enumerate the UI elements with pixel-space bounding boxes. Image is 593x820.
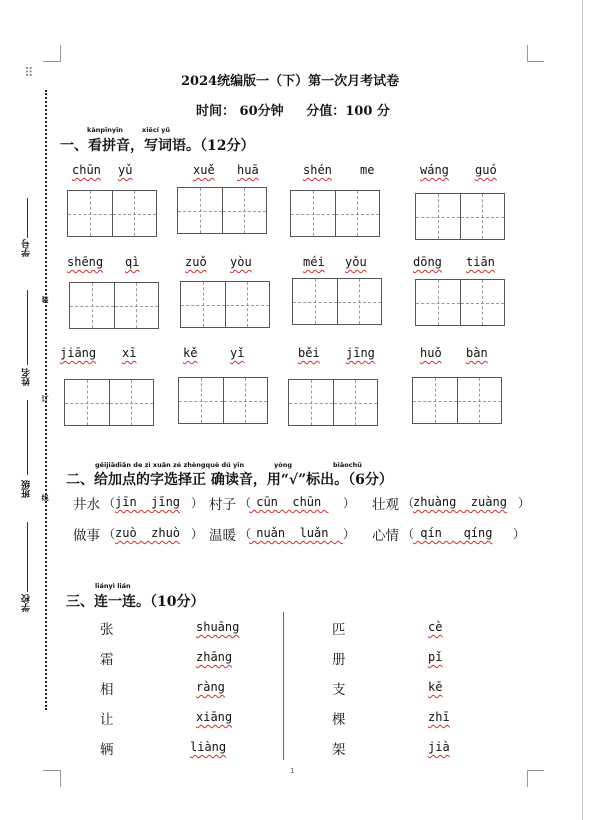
match-divider bbox=[283, 612, 284, 760]
writing-grid[interactable] bbox=[67, 190, 157, 237]
match-right-pinyin[interactable]: pǐ bbox=[428, 650, 443, 664]
match-right-char[interactable]: 架 bbox=[332, 742, 346, 758]
match-left-pinyin[interactable]: liàng bbox=[190, 740, 227, 754]
paren-close: ） bbox=[513, 527, 526, 541]
crop-mark-br-v bbox=[527, 770, 528, 787]
pinyin-guo: guó bbox=[475, 163, 497, 177]
pinyin-zuo: zuǒ bbox=[185, 255, 207, 269]
match-right-char[interactable]: 匹 bbox=[332, 622, 346, 638]
writing-grid[interactable] bbox=[64, 379, 154, 426]
section2-ruby-3: biāochū bbox=[333, 461, 362, 469]
move-handle-icon[interactable]: ⠿ bbox=[24, 66, 33, 81]
match-left-char[interactable]: 让 bbox=[100, 712, 114, 728]
section2-heading: 二、给加点的字选择正 确读音，用“√”标出。（6分） bbox=[66, 472, 393, 488]
pinyin-ban: bàn bbox=[466, 346, 488, 360]
pinyin-yi: yǐ bbox=[230, 346, 245, 360]
match-left-char[interactable]: 张 bbox=[100, 622, 114, 638]
writing-grid[interactable] bbox=[290, 190, 380, 237]
page-number: 1 bbox=[290, 767, 295, 775]
pinyin-qi: qì bbox=[125, 255, 140, 269]
crop-mark-tr-v bbox=[527, 45, 528, 62]
section3-heading: 三、连一连。（10分） bbox=[66, 594, 205, 610]
side-label-class: 班级 bbox=[22, 480, 32, 498]
writing-grid[interactable] bbox=[69, 282, 159, 329]
match-left-char[interactable]: 辆 bbox=[100, 742, 114, 758]
side-label-name: 姓名 bbox=[22, 368, 32, 386]
pinyin-dong: dōng bbox=[413, 255, 442, 269]
match-right-pinyin[interactable]: jià bbox=[428, 740, 450, 754]
section1-ruby-2: xiěcí yǔ bbox=[142, 126, 171, 134]
word-jingshui: 井水 bbox=[73, 497, 100, 513]
pinyin-hua: huā bbox=[237, 163, 259, 177]
exam-subtitle: 时间： 60分钟 分值：100 分 bbox=[196, 104, 390, 119]
crop-mark-bl-v bbox=[60, 770, 61, 787]
writing-grid[interactable] bbox=[180, 281, 270, 328]
writing-grid[interactable] bbox=[288, 379, 378, 426]
options-zhuang[interactable]: zhuàng zuàng bbox=[413, 495, 507, 509]
word-cunzi: 村子 bbox=[209, 497, 236, 513]
side-line-4 bbox=[27, 522, 28, 592]
pinyin-jiang: jiāng bbox=[60, 346, 97, 360]
pinyin-huo: huǒ bbox=[420, 346, 442, 360]
crop-mark-tr-h bbox=[527, 61, 544, 62]
pinyin-mei: méi bbox=[303, 255, 325, 269]
pinyin-tian: tiān bbox=[466, 255, 495, 269]
exam-title: 2024统编版一（下）第一次月考试卷 bbox=[181, 74, 400, 89]
paren-close: ） bbox=[191, 496, 204, 510]
pinyin-you-3: yǒu bbox=[345, 255, 367, 269]
section3-ruby: liányì lián bbox=[95, 582, 131, 590]
paren-open: （ bbox=[103, 496, 116, 510]
crop-mark-br-h bbox=[527, 770, 544, 771]
pinyin-me: me bbox=[360, 163, 375, 177]
side-line-3 bbox=[27, 400, 28, 475]
pinyin-ke: kě bbox=[183, 346, 198, 360]
side-label-xuehao: 学号 bbox=[22, 239, 32, 257]
paren-close: ） bbox=[191, 527, 204, 541]
section1-ruby-1: kànpīnyīn bbox=[87, 126, 123, 134]
match-right-char[interactable]: 棵 bbox=[332, 712, 346, 728]
paren-open: （ bbox=[239, 527, 252, 541]
section2-ruby-1: gěijiādiǎn de zì xuǎn zé zhèngquè dú yīn bbox=[95, 461, 245, 469]
side-mark-ding: 订 bbox=[41, 395, 49, 402]
pinyin-xi: xī bbox=[122, 346, 137, 360]
options-jing[interactable]: jīn jīng bbox=[115, 495, 181, 509]
writing-grid[interactable] bbox=[177, 187, 267, 234]
crop-mark-bl-h bbox=[43, 770, 60, 771]
paren-open: （ bbox=[239, 496, 252, 510]
section1-heading: 一、看拼音，写词语。（12分） bbox=[60, 138, 255, 154]
writing-grid[interactable] bbox=[412, 377, 502, 424]
writing-grid[interactable] bbox=[415, 193, 505, 240]
section2-ruby-2: yòng bbox=[274, 461, 292, 469]
match-right-char[interactable]: 支 bbox=[332, 682, 346, 698]
match-left-pinyin[interactable]: xiāng bbox=[196, 710, 233, 724]
options-qing[interactable]: qín qíng bbox=[413, 526, 493, 540]
match-right-pinyin[interactable]: cè bbox=[428, 620, 443, 634]
page-edge bbox=[582, 0, 583, 820]
word-zhuangguan: 壮观 bbox=[372, 497, 399, 513]
paren-open: （ bbox=[103, 527, 116, 541]
word-zuoshi: 做事 bbox=[73, 528, 100, 544]
match-right-char[interactable]: 册 bbox=[332, 652, 346, 668]
options-nuan[interactable]: nuǎn luǎn bbox=[249, 526, 343, 540]
match-left-char[interactable]: 相 bbox=[100, 682, 114, 698]
pinyin-chun: chūn bbox=[72, 163, 101, 177]
pinyin-wang: wáng bbox=[420, 163, 449, 177]
match-left-char[interactable]: 霜 bbox=[100, 652, 114, 668]
pinyin-jing: jīng bbox=[346, 346, 375, 360]
paren-open: （ bbox=[402, 527, 415, 541]
word-xinqing: 心情 bbox=[372, 528, 399, 544]
side-line-1 bbox=[27, 198, 28, 238]
paren-close: ） bbox=[343, 496, 356, 510]
side-line-2 bbox=[27, 290, 28, 365]
match-left-pinyin[interactable]: zhāng bbox=[196, 650, 233, 664]
pinyin-xue: xuě bbox=[193, 163, 215, 177]
pinyin-yu: yǔ bbox=[118, 163, 133, 177]
match-right-pinyin[interactable]: zhī bbox=[428, 710, 450, 724]
pinyin-you-2: yòu bbox=[230, 255, 252, 269]
paren-close: ） bbox=[343, 527, 356, 541]
paren-close: ） bbox=[518, 496, 531, 510]
match-left-pinyin[interactable]: shuāng bbox=[196, 620, 240, 634]
writing-grid[interactable] bbox=[415, 279, 505, 326]
match-left-pinyin[interactable]: ràng bbox=[196, 680, 225, 694]
writing-grid[interactable] bbox=[178, 377, 268, 424]
side-label-school: 学校 bbox=[22, 594, 32, 612]
options-zuo[interactable]: zuò zhuò bbox=[115, 526, 181, 540]
match-right-pinyin[interactable]: kē bbox=[428, 680, 443, 694]
paren-open: （ bbox=[402, 496, 415, 510]
crop-mark-tl-h bbox=[43, 61, 60, 62]
pinyin-sheng: shēng bbox=[67, 255, 104, 269]
pinyin-bei: běi bbox=[298, 346, 320, 360]
pinyin-shen: shén bbox=[303, 163, 332, 177]
side-mark-xian: 线 bbox=[41, 494, 49, 501]
side-mark-zhuang: 装 bbox=[41, 296, 49, 303]
word-wennuan: 温暖 bbox=[209, 528, 236, 544]
writing-grid[interactable] bbox=[292, 278, 382, 325]
crop-mark-tl-v bbox=[60, 45, 61, 62]
options-cun[interactable]: cūn chūn bbox=[249, 495, 329, 509]
